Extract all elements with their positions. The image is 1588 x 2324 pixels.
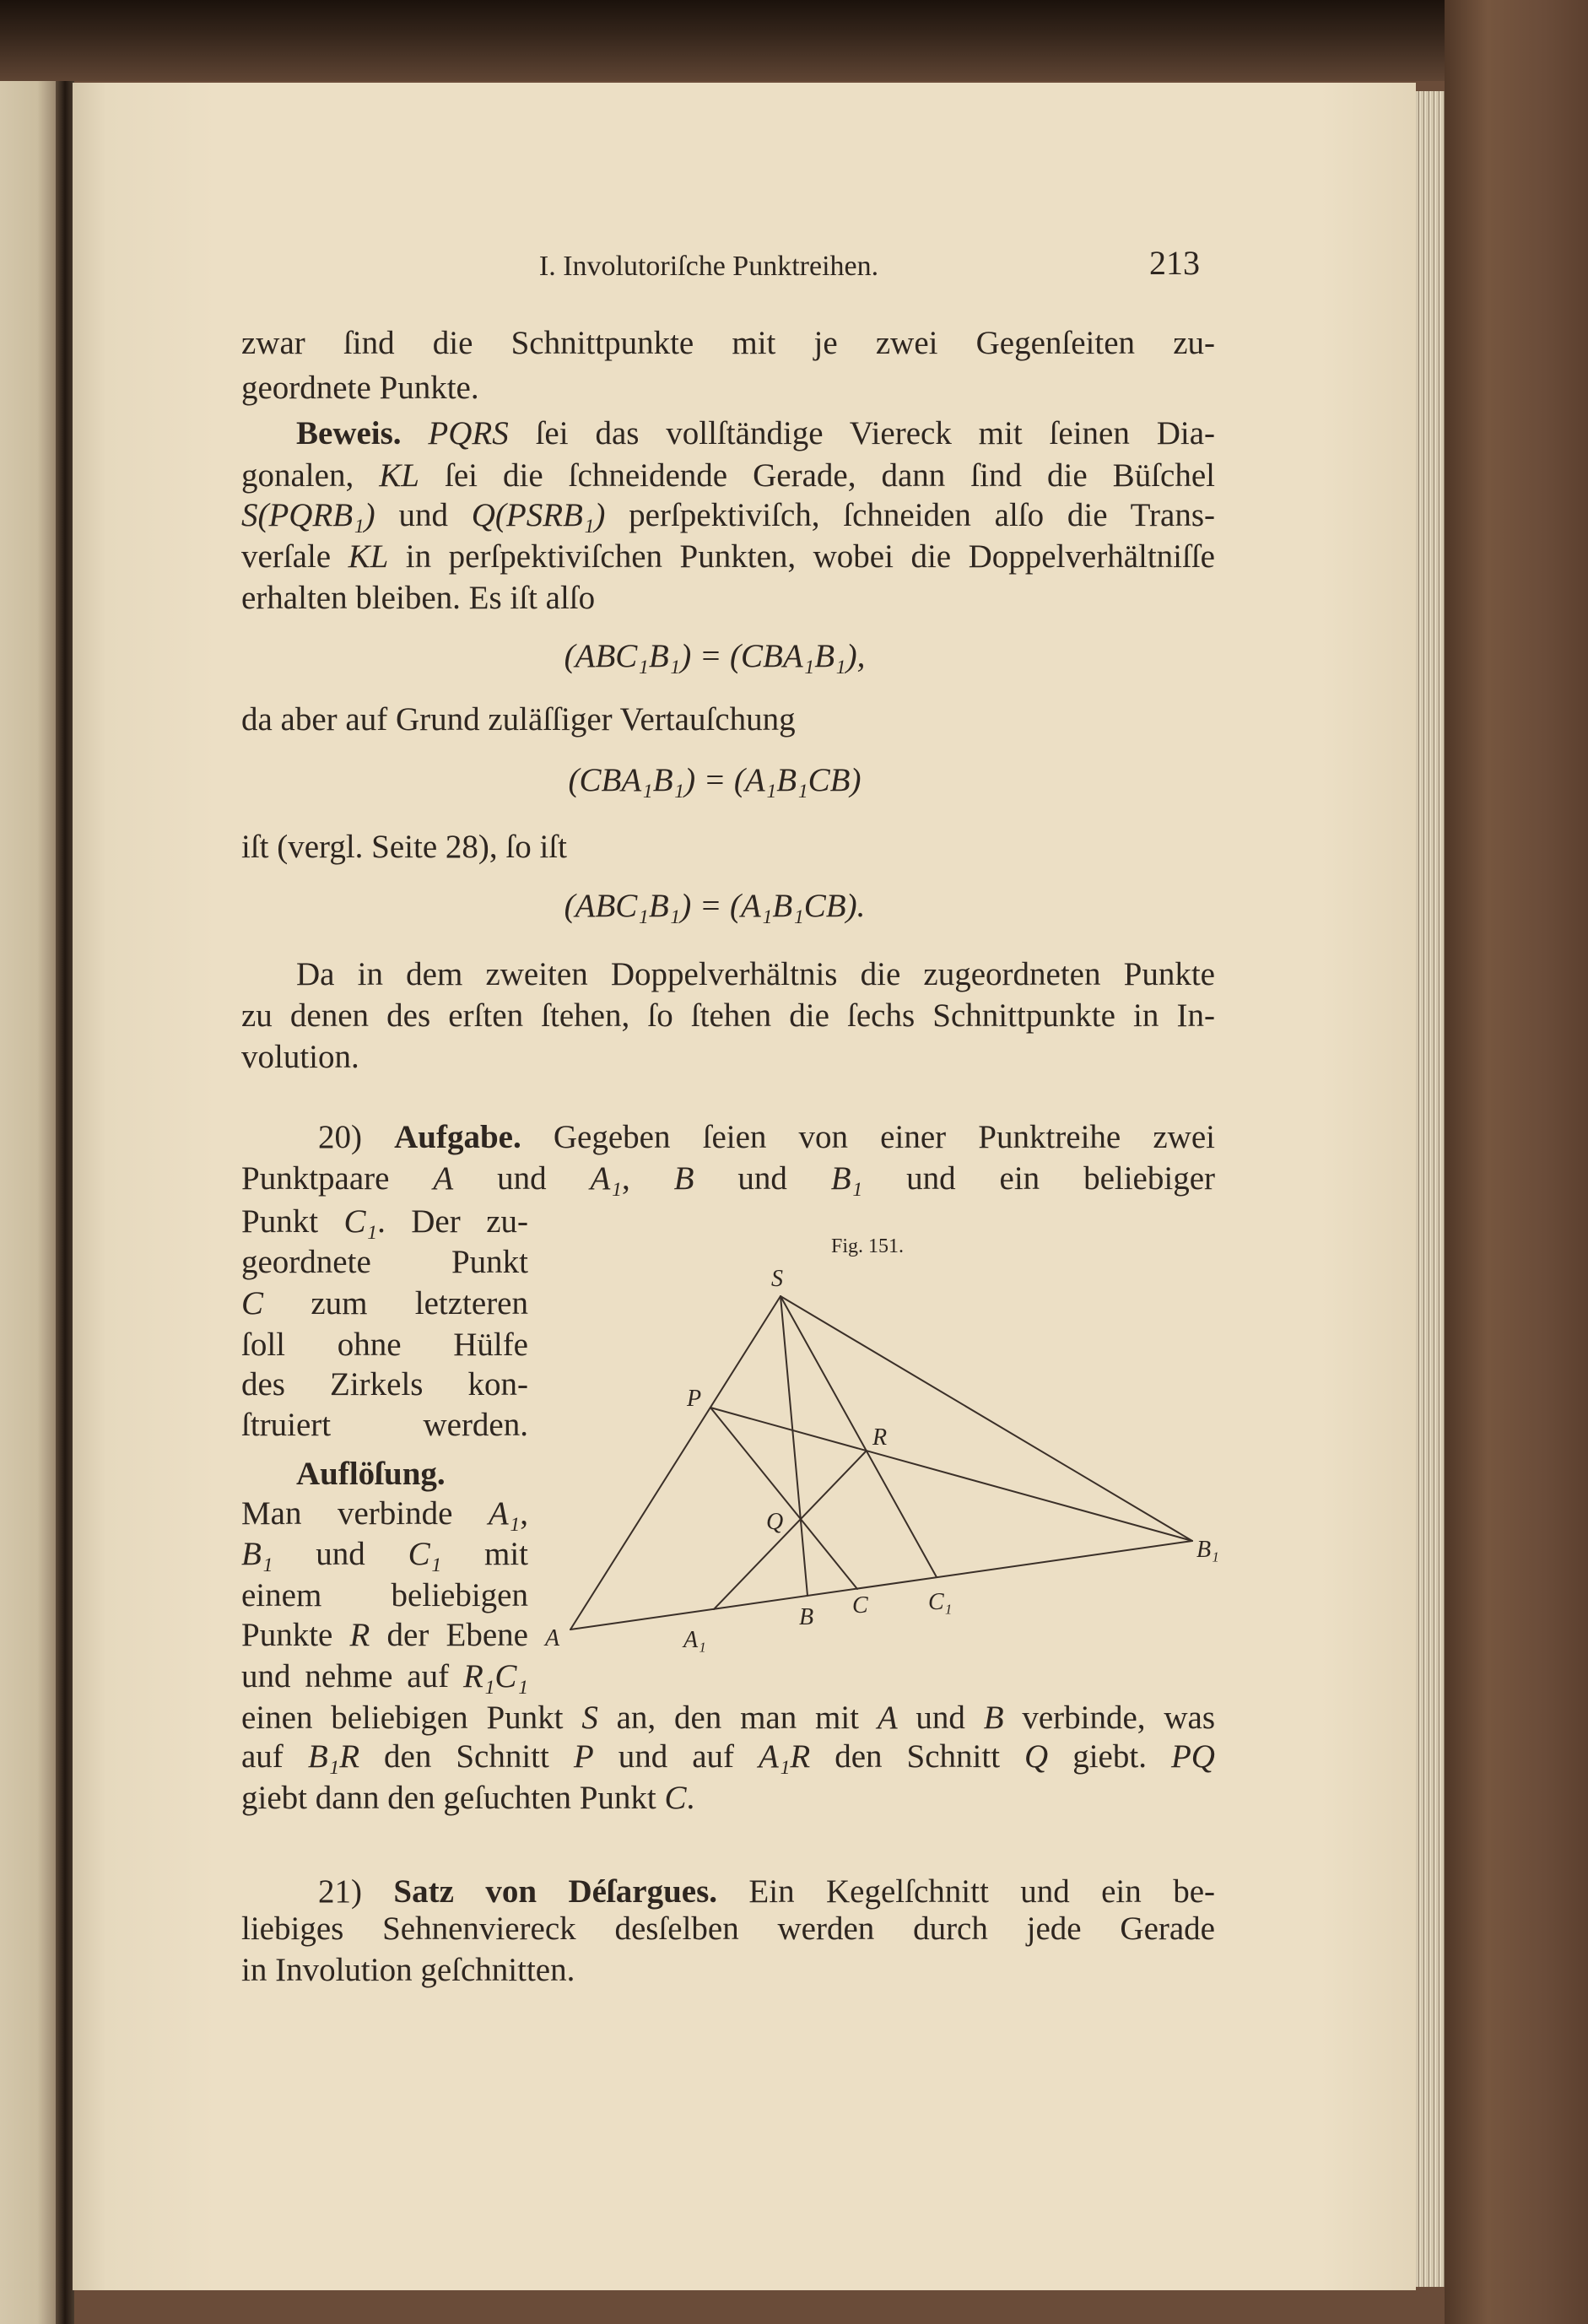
math-expression: B₁R bbox=[307, 1738, 360, 1775]
figure-line-AS bbox=[570, 1296, 780, 1630]
math-expression: B bbox=[983, 1700, 1004, 1736]
math-expression: (ABC₁B₁) = (CBA₁B₁), bbox=[564, 638, 866, 674]
text-run: iſt (vergl. Seite 28), ſo iſt bbox=[241, 829, 567, 865]
math-expression: (ABC₁B₁) = (A₁B₁CB). bbox=[564, 888, 866, 924]
math-expression: PQRS bbox=[428, 415, 509, 451]
side-text-line bbox=[241, 1202, 528, 1242]
math-expression: C₁ bbox=[408, 1536, 442, 1572]
math-expression: R₁C₁ bbox=[463, 1658, 528, 1694]
text-run: Punkte bbox=[241, 1617, 350, 1653]
text-line bbox=[241, 1909, 1215, 1949]
point-label-B: B bbox=[799, 1604, 814, 1630]
text-run: den Schnitt bbox=[359, 1738, 574, 1775]
point-label-C: C bbox=[852, 1592, 868, 1619]
text-run: Punktpaare bbox=[241, 1160, 434, 1197]
text-run: mit bbox=[441, 1536, 529, 1572]
text-run: erhalten bleiben. Es iſt alſo bbox=[241, 580, 596, 616]
math-expression: (CBA₁B₁) = (A₁B₁CB) bbox=[568, 762, 862, 798]
text-run: ſei das vollſtändige Viereck mit ſeinen Dia- bbox=[508, 415, 1215, 451]
text-run: Punkt bbox=[241, 1203, 344, 1240]
text-run: in Involution geſchnitten. bbox=[241, 1952, 575, 1988]
book-cover-top bbox=[0, 0, 1588, 81]
math-expression: P bbox=[573, 1738, 594, 1775]
text-line bbox=[296, 413, 1215, 454]
math-expression: B₁ bbox=[241, 1536, 273, 1572]
text-run: und auf bbox=[593, 1738, 759, 1775]
side-text-line bbox=[241, 1615, 528, 1656]
text-line bbox=[318, 1872, 1215, 1912]
math-expression: A₁ bbox=[488, 1495, 521, 1532]
text-run: einem beliebigen bbox=[241, 1577, 528, 1613]
text-run: der Ebene bbox=[370, 1617, 528, 1653]
text-run: zu denen des erſten ſtehen, ſo ſtehen die ſechs Schnittpunkte in In- bbox=[241, 997, 1215, 1034]
text-run: , bbox=[520, 1495, 528, 1532]
text-run: des Zirkels kon- bbox=[241, 1366, 528, 1403]
text-run: zum letzteren bbox=[263, 1285, 528, 1321]
point-label-A1: A₁ bbox=[683, 1627, 706, 1653]
math-expression: C bbox=[241, 1285, 264, 1321]
figure-line-AB1 bbox=[570, 1541, 1192, 1630]
math-expression: S bbox=[581, 1700, 598, 1736]
math-expression: A bbox=[433, 1160, 454, 1197]
math-expression: A₁R bbox=[759, 1738, 811, 1775]
formula bbox=[228, 760, 1202, 801]
text-line bbox=[241, 578, 1215, 619]
text-run: , bbox=[621, 1160, 674, 1197]
text-run: zwar ſind die Schnittpunkte mit je zwei Gegenſeiten zu- bbox=[241, 325, 1215, 361]
text-run: geordnete Punkt bbox=[241, 1244, 528, 1280]
text-run: ſei die ſchneidende Gerade, dann ſind die Büſchel bbox=[419, 457, 1215, 494]
text-run: verbinde, was bbox=[1003, 1700, 1215, 1736]
left-page-edge bbox=[0, 81, 62, 2324]
text-run: an, den man mit bbox=[597, 1700, 878, 1736]
math-expression: B₁ bbox=[830, 1160, 863, 1197]
side-text-line bbox=[241, 1494, 528, 1534]
text-line bbox=[241, 700, 1215, 740]
math-expression: B bbox=[673, 1160, 694, 1197]
text-run: volution. bbox=[241, 1039, 359, 1075]
text-run: perſpektiviſch, ſchneiden alſo die Trans- bbox=[605, 497, 1216, 533]
text-line bbox=[241, 1159, 1215, 1199]
math-expression: C bbox=[664, 1780, 687, 1816]
text-run: und nehme auf bbox=[241, 1658, 464, 1694]
side-text-line bbox=[241, 1575, 528, 1616]
text-run: verſale bbox=[241, 538, 348, 575]
text-run: gonalen, bbox=[241, 457, 380, 494]
side-text-line bbox=[241, 1405, 528, 1446]
running-head: I. Involutoriſche Punktreihen. bbox=[538, 251, 879, 282]
formula bbox=[228, 636, 1202, 677]
figure-line-SC1 bbox=[780, 1296, 937, 1577]
math-expression: A₁ bbox=[590, 1160, 622, 1197]
formula bbox=[228, 886, 1202, 927]
text-run: und bbox=[375, 497, 472, 533]
text-line bbox=[318, 1117, 1215, 1158]
text-run: und ein beliebiger bbox=[862, 1160, 1216, 1197]
text-run: . bbox=[686, 1780, 695, 1816]
text-line bbox=[241, 456, 1215, 496]
text-run: und bbox=[273, 1536, 408, 1572]
run-in-heading: Beweis. bbox=[296, 415, 429, 451]
math-expression: Q bbox=[1024, 1738, 1049, 1775]
text-line bbox=[241, 1737, 1215, 1777]
text-line bbox=[241, 996, 1215, 1036]
text-line bbox=[296, 954, 1215, 995]
text-line bbox=[241, 495, 1215, 536]
point-label-B1: B₁ bbox=[1196, 1537, 1219, 1563]
point-label-C1: C₁ bbox=[928, 1589, 953, 1615]
text-run: Man verbinde bbox=[241, 1495, 489, 1532]
text-run: da aber auf Grund zuläſſiger Vertauſchung bbox=[241, 701, 796, 738]
math-expression: KL bbox=[379, 457, 419, 494]
run-in-heading: Auflöſung. bbox=[296, 1456, 446, 1492]
point-label-S: S bbox=[771, 1266, 783, 1292]
text-line bbox=[241, 1778, 1215, 1819]
text-run: giebt dann den geſuchten Punkt bbox=[241, 1780, 665, 1816]
text-run: Da in dem zweiten Doppelverhältnis die zugeordneten Punkte bbox=[296, 956, 1215, 992]
book-cover-right bbox=[1445, 0, 1588, 2324]
side-text-line bbox=[241, 1325, 528, 1365]
text-run: geordnete Punkte. bbox=[241, 370, 479, 406]
text-run: . Der zu- bbox=[377, 1203, 528, 1240]
text-run: und bbox=[897, 1700, 984, 1736]
side-text-line bbox=[241, 1365, 528, 1405]
figure-caption: Fig. 151. bbox=[831, 1235, 905, 1257]
text-run: in perſpektiviſchen Punkten, wobei die Doppelverhältniſſe bbox=[388, 538, 1215, 575]
text-run: giebt. bbox=[1048, 1738, 1171, 1775]
text-line bbox=[241, 827, 1215, 867]
math-expression: Q(PSRB₁) bbox=[471, 497, 606, 533]
figure-151 bbox=[523, 1232, 1249, 1671]
text-line bbox=[241, 537, 1215, 577]
text-run: ſtruiert werden. bbox=[241, 1407, 528, 1443]
math-expression: C₁ bbox=[343, 1203, 378, 1240]
run-in-heading: Satz von Déſargues. bbox=[393, 1873, 717, 1910]
math-expression: S(PQRB₁) bbox=[241, 497, 375, 533]
side-text-line bbox=[241, 1657, 528, 1697]
page-number: 213 bbox=[1149, 244, 1200, 282]
gutter-shadow bbox=[56, 81, 74, 2324]
text-run: ſoll ohne Hülfe bbox=[241, 1327, 528, 1363]
point-label-Q: Q bbox=[766, 1509, 784, 1535]
text-run: 20) bbox=[318, 1119, 395, 1155]
text-run: 21) bbox=[318, 1873, 394, 1910]
math-expression: R bbox=[349, 1617, 370, 1653]
point-label-P: P bbox=[687, 1386, 702, 1412]
point-label-R: R bbox=[872, 1424, 888, 1451]
side-text-line bbox=[241, 1242, 528, 1283]
side-text-line bbox=[241, 1534, 528, 1575]
text-line bbox=[241, 1698, 1215, 1738]
text-run: Gegeben ſeien von einer Punktreihe zwei bbox=[521, 1119, 1215, 1155]
figure-line-PC bbox=[710, 1408, 857, 1589]
text-run: und bbox=[694, 1160, 831, 1197]
text-run: den Schnitt bbox=[810, 1738, 1025, 1775]
figure-line-SB1 bbox=[780, 1296, 1192, 1541]
page-edges bbox=[1416, 91, 1445, 2287]
point-label-A: A bbox=[545, 1625, 560, 1651]
figure-line-SB bbox=[780, 1296, 808, 1596]
math-expression: A bbox=[877, 1700, 898, 1736]
text-line bbox=[241, 1037, 1215, 1078]
text-run: liebiges Sehnenviereck desſelben werden durch jede Gerade bbox=[241, 1911, 1215, 1947]
math-expression: PQ bbox=[1170, 1738, 1215, 1775]
text-run: und bbox=[453, 1160, 591, 1197]
side-text-line bbox=[241, 1284, 528, 1324]
math-expression: KL bbox=[348, 538, 389, 575]
text-line bbox=[241, 368, 1215, 408]
text-run: Ein Kegelſchnitt und ein be- bbox=[717, 1873, 1215, 1910]
text-line bbox=[241, 1950, 1215, 1991]
figure-line-A1R bbox=[714, 1451, 867, 1609]
text-run: auf bbox=[241, 1738, 308, 1775]
text-run: einen beliebigen Punkt bbox=[241, 1700, 582, 1736]
text-line bbox=[241, 323, 1215, 364]
run-in-heading: Aufgabe. bbox=[394, 1119, 521, 1155]
